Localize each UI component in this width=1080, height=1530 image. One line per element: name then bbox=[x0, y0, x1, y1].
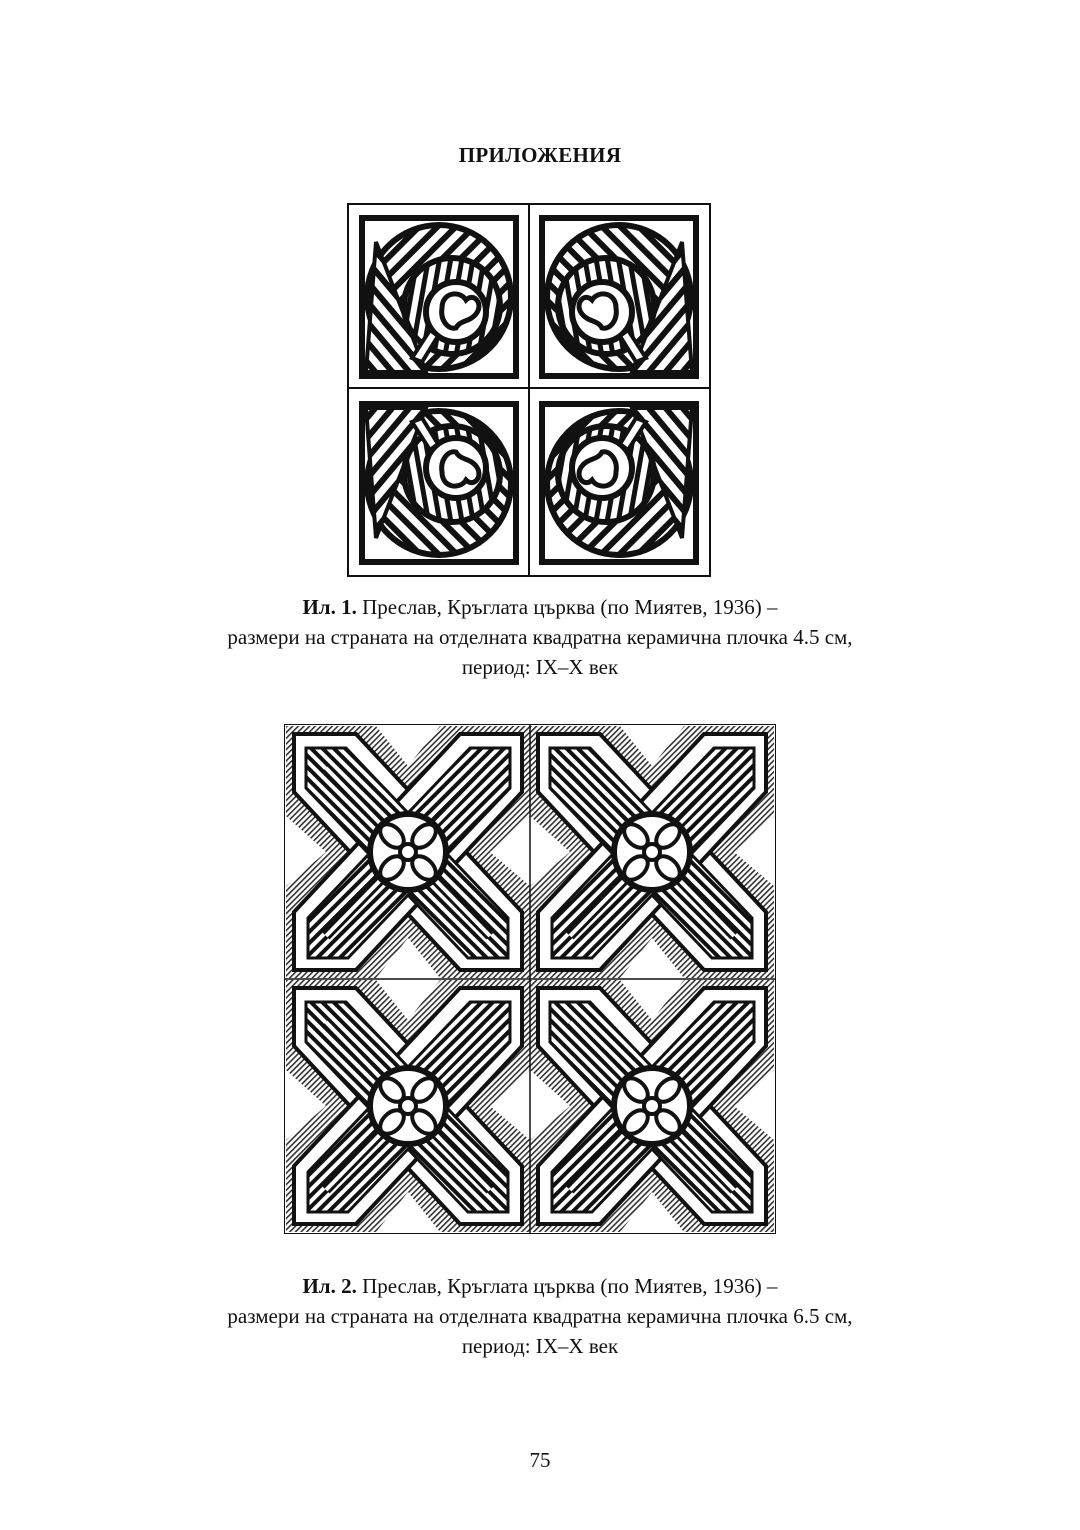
figure-2-caption bbox=[0, 1271, 1080, 1361]
figure-1-label: Ил. 1. bbox=[302, 595, 357, 619]
figure-1-caption-line3: период: IX–X век bbox=[461, 655, 619, 679]
figure-1-caption bbox=[0, 592, 1080, 682]
figure-1-tile-illustration bbox=[346, 202, 712, 578]
figure-2-caption-line3: период: IX–X век bbox=[461, 1334, 619, 1358]
figure-1-caption-line1: Преслав, Кръглата църква (по Миятев, 1936) – bbox=[356, 595, 778, 619]
figure-2-caption-line1: Преслав, Кръглата църква (по Миятев, 1936) – bbox=[356, 1274, 778, 1298]
figure-2-label: Ил. 2. bbox=[302, 1274, 357, 1298]
figure-2-caption-line2: размери на страната на отделната квадратна керамична плочка 6.5 см, bbox=[227, 1304, 853, 1328]
section-heading: ПРИЛОЖЕНИЯ bbox=[458, 143, 622, 167]
page-number: 75 bbox=[529, 1448, 551, 1472]
figure-2-tile-illustration bbox=[284, 724, 776, 1234]
figure-1-caption-line2: размери на страната на отделната квадратна керамична плочка 4.5 см, bbox=[227, 625, 853, 649]
